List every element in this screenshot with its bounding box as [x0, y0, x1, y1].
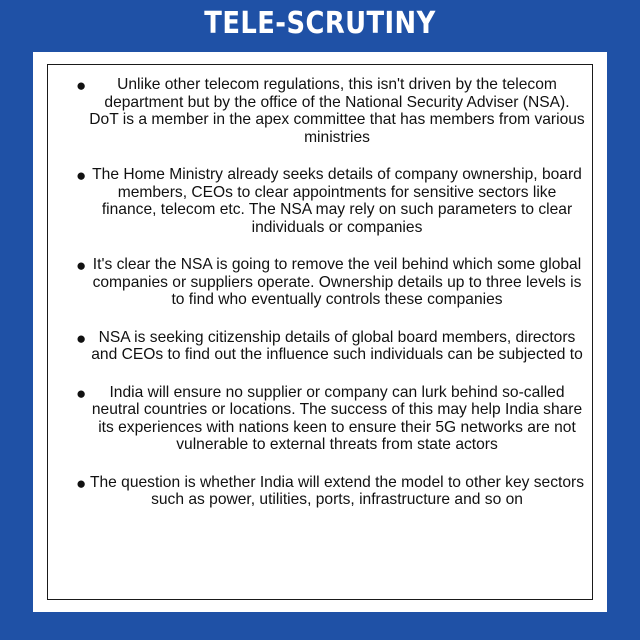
list-item	[33, 76, 607, 146]
list-item	[33, 256, 607, 309]
list-item	[33, 329, 607, 364]
bullet-icon: ●	[76, 383, 87, 403]
bullet-text: The question is whether India will extend the model to other key sectors such as power, utilities, ports, infrastructure and so on	[89, 473, 585, 508]
bullet-text: India will ensure no supplier or company can lurk behind so-called neutral countries or locations. The success of this may help India share its experiences with nations keen to ensure their 5G networks are not vulnerable to external threats from state actors	[91, 383, 583, 453]
bullet-icon: ●	[76, 76, 87, 95]
page-title: TELE-SCRUTINY	[204, 6, 436, 41]
bullet-icon: ●	[76, 166, 87, 185]
bullet-text: The Home Ministry already seeks details of company ownership, board members, CEOs to clear appointments for sensitive sectors like finance, telecom etc. The NSA may rely on such parameters to clear individuals or companies	[92, 166, 582, 236]
bullet-text: NSA is seeking citizenship details of global board members, directors and CEOs to find out the influence such individuals can be subjected to	[91, 328, 583, 363]
bullet-list	[33, 76, 607, 529]
content-card	[33, 52, 607, 612]
bullet-text: It's clear the NSA is going to remove the veil behind which some global companies or suppliers operate. Ownership details up to three levels is to find who eventually controls these companies	[92, 256, 582, 308]
bullet-icon: ●	[76, 256, 87, 275]
bullet-text: Unlike other telecom regulations, this isn't driven by the telecom department but by the office of the National Security Adviser (NSA). DoT is a member in the apex committee that has members from various ministries	[89, 76, 585, 146]
list-item	[33, 384, 607, 454]
list-item	[33, 166, 607, 236]
list-item	[33, 474, 607, 509]
bullet-icon: ●	[76, 473, 87, 493]
bullet-icon: ●	[76, 328, 87, 348]
